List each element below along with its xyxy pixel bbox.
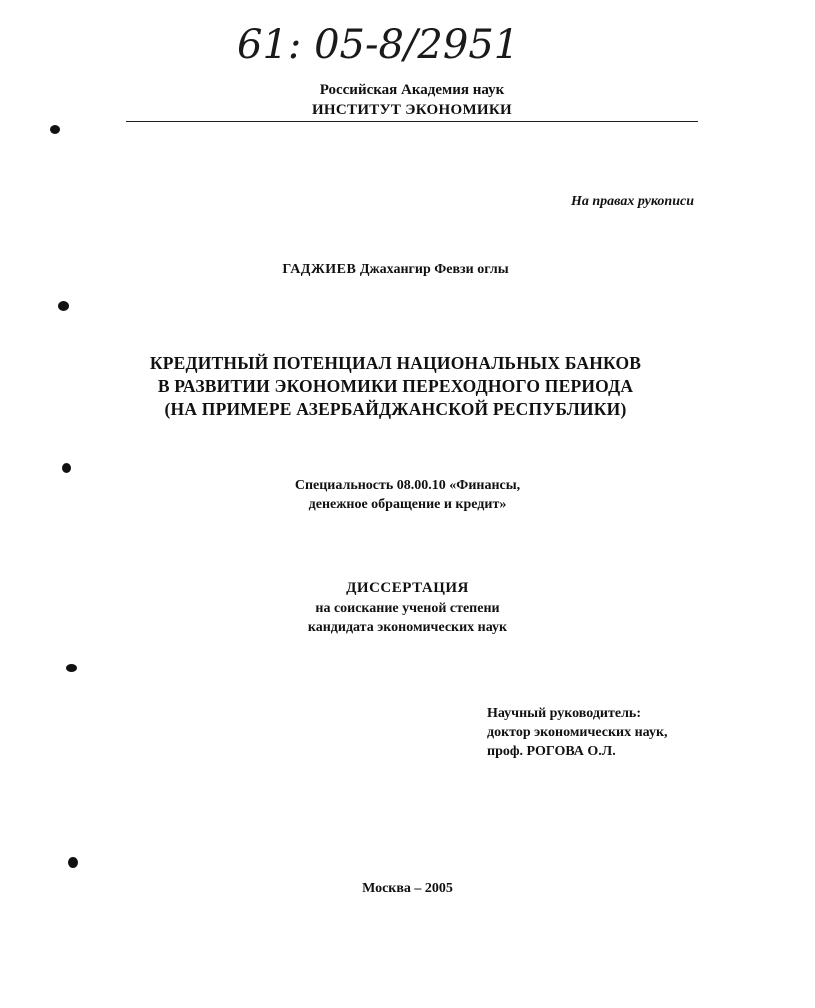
supervisor-line-2: доктор экономических наук,	[487, 725, 668, 740]
handwritten-archive-number	[235, 10, 520, 76]
binder-hole-mark	[62, 463, 71, 473]
binder-hole-mark	[66, 664, 77, 672]
archive-number-text: 61: 05-8/2951	[237, 22, 520, 68]
degree-line-1: на соискание ученой степени	[315, 601, 500, 616]
title-line-2: В РАЗВИТИИ ЭКОНОМИКИ ПЕРЕХОДНОГО ПЕРИОДА	[157, 376, 634, 396]
author-surname: ГАДЖИЕВ	[282, 262, 357, 277]
author-name: Джахангир Февзи оглы	[359, 262, 509, 277]
specialty-block	[0, 476, 815, 514]
specialty-line-2: денежное обращение и кредит»	[308, 497, 507, 512]
binder-hole-mark	[58, 301, 69, 311]
institute-name: ИНСТИТУТ ЭКОНОМИКИ	[311, 102, 513, 118]
supervisor-line-3: проф. РОГОВА О.Л.	[487, 744, 616, 759]
title-line-3: (НА ПРИМЕРЕ АЗЕРБАЙДЖАНСКОЙ РЕСПУБЛИКИ)	[164, 399, 627, 419]
header-rule	[126, 121, 698, 122]
dissertation-title	[0, 352, 791, 421]
author-line	[0, 262, 791, 278]
binder-hole-mark	[50, 125, 60, 134]
academy-name: Российская Академия наук	[319, 82, 505, 98]
supervisor-line-1: Научный руководитель:	[487, 706, 641, 721]
supervisor-block	[487, 704, 668, 761]
specialty-line-1: Специальность 08.00.10 «Финансы,	[294, 478, 521, 493]
binder-hole-mark	[68, 857, 78, 868]
degree-line-2: кандидата экономических наук	[307, 620, 508, 635]
manuscript-note: На правах рукописи	[571, 194, 694, 209]
title-line-1: КРЕДИТНЫЙ ПОТЕНЦИАЛ НАЦИОНАЛЬНЫХ БАНКОВ	[149, 353, 642, 373]
degree-block	[0, 599, 815, 637]
dissertation-label: ДИССЕРТАЦИЯ	[346, 580, 469, 596]
city-year: Москва – 2005	[362, 881, 453, 896]
